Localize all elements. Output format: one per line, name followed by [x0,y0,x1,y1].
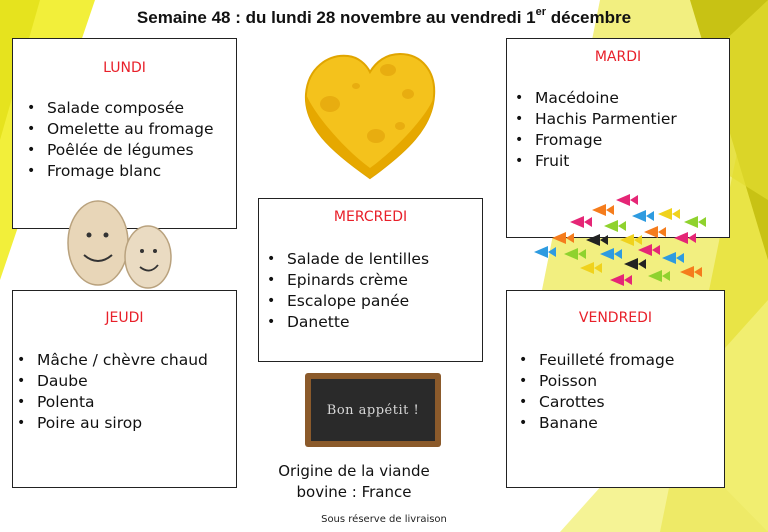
list-item: • Fromage [513,130,677,151]
list-item: • Polenta [15,392,208,413]
list-item: • Poêlée de légumes [25,140,214,161]
menu-list [517,350,674,434]
list-item: • Daube [15,371,208,392]
chalkboard-image [305,373,441,447]
eggs-image [62,195,177,290]
list-item: • Omelette au fromage [25,119,214,140]
delivery-footnote: Sous réserve de livraison [321,514,447,525]
list-item: • Epinards crème [265,270,429,291]
day-label: MARDI [594,49,642,65]
menu-list [265,249,429,333]
day-label: MERCREDI [333,209,408,225]
day-card-vendredi [506,290,725,488]
list-item: • Fromage blanc [25,161,214,182]
list-item: • Mâche / chèvre chaud [15,350,208,371]
day-label: LUNDI [103,60,146,76]
list-item: • Banane [517,413,674,434]
list-item: • Hachis Parmentier [513,109,677,130]
list-item: • Poire au sirop [15,413,208,434]
meat-origin-note [264,461,444,503]
menu-list [15,350,208,434]
menu-list [513,88,677,172]
list-item: • Salade de lentilles [265,249,429,270]
origin-line-2: bovine : France [296,483,412,501]
list-item: • Salade composée [25,98,214,119]
list-item: • Poisson [517,371,674,392]
cheese-heart-image [300,50,440,180]
day-card-jeudi [12,290,237,488]
list-item: • Carottes [517,392,674,413]
fish-school-image [524,192,708,296]
day-label: JEUDI [105,310,144,326]
list-item: • Fruit [513,151,677,172]
day-label: VENDREDI [578,310,653,326]
list-item: • Feuilleté fromage [517,350,674,371]
list-item: • Danette [265,312,429,333]
list-item: • Macédoine [513,88,677,109]
origin-line-1: Origine de la viande [278,462,430,480]
menu-list [25,98,214,182]
day-card-mercredi [258,198,483,362]
list-item: • Escalope panée [265,291,429,312]
page-title: Semaine 48 : du lundi 28 novembre au vendredi 1er décembre [136,6,632,27]
chalkboard-text: Bon appétit ! [311,379,435,441]
